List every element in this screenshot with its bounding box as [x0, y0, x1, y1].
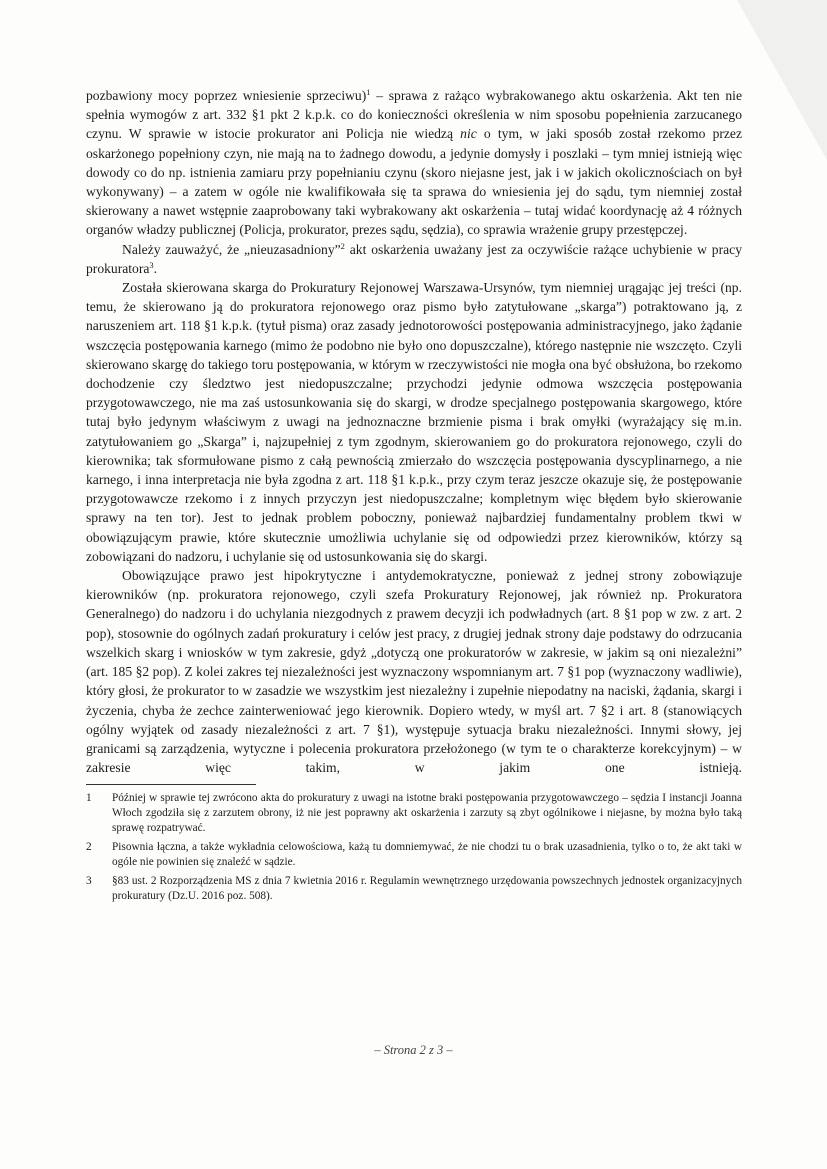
footnote-text: Pisownia łączna, a także wykładnia celowościowa, każą tu domniemywać, że nie chodzi tu o brak uzasadnienia, tylko o to, że akt taki w ogóle nie powinien się znaleźć w sądzie. — [112, 841, 742, 868]
paragraph-text: Obowiązujące prawo jest hipokrytyczne i antydemokratyczne, ponieważ z jednej strony zobowiązuje kierowników (np. prokuratora rejonowego, czyli szefa Prokuratury Rejonowej, jak również np. Prokuratora Generalnego) do nadzoru i do uchylania niezgodnych z prawem decyzji ich podwładnych (art. 8 §1 pop w zw. z art. 2 pop), stosownie do ogólnych zadań prokuratury i celów jest pracy, z drugiej jednak strony daje podstawy do odrzucania wszelkich skarg i wniosków w tym zakresie, gdyż „dotyczą one prokuratorów w zakresie, w jakim są oni niezależni” (art. 185 §2 pop). Z kolei zakres tej niezależności jest wyznaczony wspomnianym art. 7 §1 pop (wyznaczony wadliwie), który głosi, że prokurator to w zasadzie we wszystkim jest niezależny i zupełnie niepodatny na naciski, żądania, skargi i życzenia, chyba że zechce zainterweniować jego kierownik. Dopiero wtedy, w myśl art. 7 §2 i art. 8 (stanowiących ogólny wyjątek od zasady niezależności z art. 7 §1), występuje sytuacja braku niezależności. Innymi słowy, jej granicami są zarządzenia, wytyczne i polecenia prokuratora przełożonego (w tym te o charakterze korekcyjnym) – w zakresie więc takim, w jakim one istnieją. — [86, 568, 742, 776]
paragraph-text: Należy zauważyć, że „nieuzasadniony” — [122, 241, 341, 257]
body-text — [86, 86, 742, 777]
page-number: – Strona 2 z 3 – — [374, 1043, 453, 1057]
footnote-reference: 2 — [340, 240, 345, 251]
paragraph-text: – sprawa z rażąco wybrakowanego aktu oskarżenia. Akt ten nie spełnia wymogów z art. 332 §1 pkt 2 k.p.k. co do konieczności określenia w nim sposobu popełnienia zarzucanego czynu. W sprawie w istocie prokurator ani Policja nie wiedzą — [86, 88, 742, 142]
footnote-reference: 1 — [366, 87, 371, 97]
footnote-reference: 3 — [149, 259, 154, 270]
paragraph — [86, 566, 742, 777]
document-page — [86, 86, 742, 908]
footnote-number: 1 — [86, 792, 92, 805]
footnote — [86, 791, 742, 835]
emphasis-text: nic — [460, 126, 477, 142]
footnote — [86, 840, 742, 869]
paragraph-text: akt oskarżenia uważany jest za oczywiście rażące uchybienie w pracy prokuratora — [86, 241, 742, 276]
footnotes — [86, 791, 742, 903]
footnote-separator — [86, 784, 256, 785]
footnote-text: Później w sprawie tej zwrócono akta do prokuratury z uwagi na istotne braki postępowania przygotowawczego – sędzia I instancji Joanna Włoch zgodziła się z zarzutem obrony, iż nie jest poprawny akt oskarżenia i zarzuty są zbyt ogólnikowe i niejasne, by można było taką sprawę rozpatrywać. — [112, 792, 742, 834]
scan-page-edge — [737, 0, 827, 160]
footnote-text: §83 ust. 2 Rozporządzenia MS z dnia 7 kwietnia 2016 r. Regulamin wewnętrznego urzędowania powszechnych jednostek organizacyjnych prokuratury (Dz.U. 2016 poz. 508). — [112, 875, 742, 902]
paragraph — [86, 86, 742, 240]
paragraph-text: pozbawiony mocy poprzez wniesienie sprzeciwu) — [86, 88, 367, 103]
footnote — [86, 874, 742, 903]
paragraph-text: Została skierowana skarga do Prokuratury Rejonowej Warszawa-Ursynów, tym niemniej urągając jej treści (np. temu, że skierowano ją do prokuratora rejonowego oraz pismo było zatytułowane „skarga”) potraktowano ją, z naruszeniem art. 118 §1 k.p.k. (tytuł pisma) oraz zasady jednotorowości postępowania administracyjnego, jako żądanie wszczęcia postępowania karnego (mimo że podobno nie było ono dopuszczalne), którego następnie nie wszczęto. Czyli skierowano skargę do takiego toru postępowania, w którym w rzeczywistości nie mogła ona być obsłużona, bo rzekomo dochodzenie czy śledztwo jest niedopuszczalne; przychodzi jedynie odmowa wszczęcia postępowania przygotowawczego, nie ma zaś ustosunkowania się do skargi, w drodze specjalnego postępowania skargowego, które tutaj było jedynym właściwym z uwagi na jednoznaczne brzmienie pisma i brak omyłki (wyrażający się m.in. zatytułowaniem go „Skarga” i, najzupełniej z tym zgodnym, skierowaniem go do prokuratora rejonowego, czyli do kierownika; tak sformułowane pismo z całą pewnością zmierzało do wszczęcia postępowania dyscyplinarnego, a nie karnego, i inna interpretacja nie była zgodna z art. 118 §1 k.p.k., przy czym teraz jeszcze okazuje się, że postępowanie przygotowawcze rzekomo i z innych przyczyn jest niedopuszczalne; kompletnym więc błędem było skierowanie sprawy na ten tor). Jest to jednak problem poboczny, ponieważ najbardziej fundamentalny problem tkwi w obowiązującym prawie, które skutecznie umożliwia uchylanie się od odpowiedzi przez kierowników, którzy są zobowiązani do nadzoru, i uchylanie się od ustosunkowania się do skargi. — [86, 280, 742, 564]
footnote-number: 3 — [86, 875, 92, 888]
paragraph — [86, 278, 742, 566]
paragraph — [86, 240, 742, 278]
footnote-number: 2 — [86, 841, 92, 854]
paragraph-text: o tym, w jaki sposób został rzekomo przez oskarżonego popełniony czyn, nie mają na to żadnego dowodu, a jedynie domysły i poszlaki – tym mniej istnieją więc dowody co do np. istnienia zamiaru przy popełnianiu czynu (skoro niejasne jest, jak i w jakich okolicznościach on był wykonywany) – a zatem w ogóle nie kwalifikowała się ta sprawa do wniesienia jej do sądu, tym niemniej został skierowany a nawet wstępnie zaaprobowany taki wybrakowany akt oskarżenia – tutaj widać koordynację aż 4 różnych organów władzy publicznej (Policja, prokurator, prezes sądu, sędzia), co sprawia wrażenie grupy przestępczej. — [86, 126, 742, 238]
paragraph-text: . — [153, 260, 158, 276]
